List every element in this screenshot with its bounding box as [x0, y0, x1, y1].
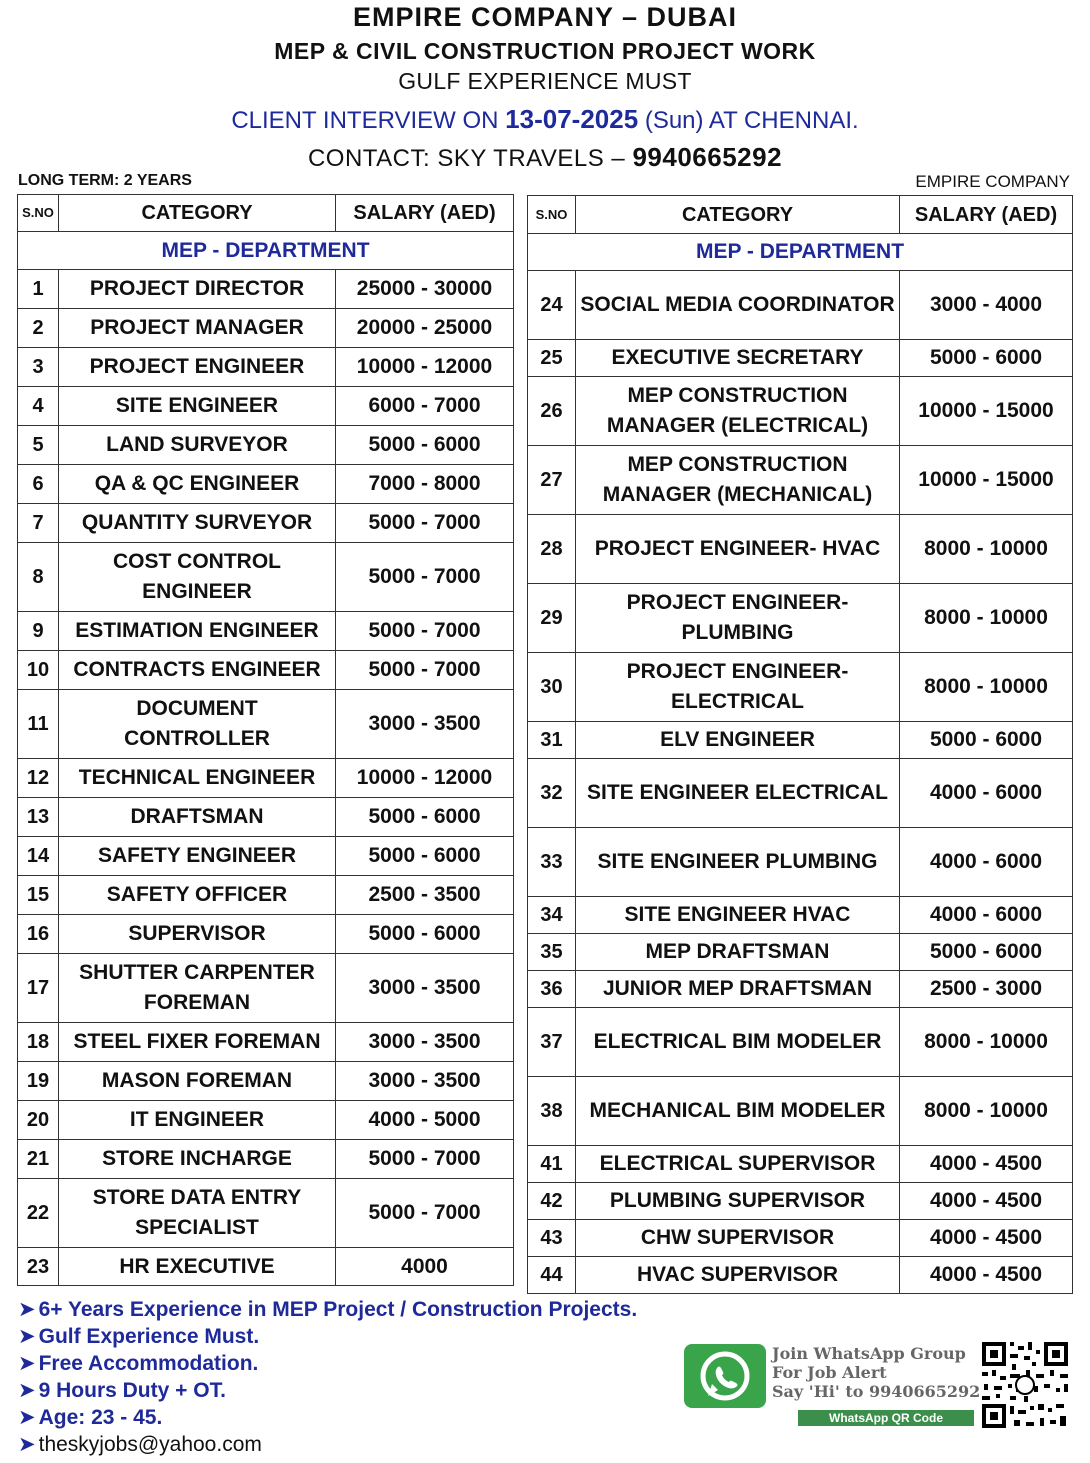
- department-label: MEP - DEPARTMENT: [18, 232, 514, 270]
- cell-sno: 7: [18, 504, 59, 543]
- whatsapp-line2: For Job Alert: [772, 1363, 887, 1382]
- cell-sno: 2: [18, 309, 59, 348]
- cell-category: EXECUTIVE SECRETARY: [576, 340, 900, 377]
- cell-sno: 35: [528, 934, 576, 971]
- arrow-icon: ➤: [18, 1298, 36, 1321]
- interview-date: 13-07-2025: [505, 104, 639, 134]
- cell-salary: 2500 - 3500: [336, 876, 514, 915]
- cell-category: PLUMBING SUPERVISOR: [576, 1183, 900, 1220]
- table-row: [528, 722, 1073, 759]
- long-term-label: LONG TERM: 2 YEARS: [18, 172, 192, 189]
- cell-sno: 10: [18, 651, 59, 690]
- table-row: [18, 465, 514, 504]
- cell-sno: 33: [528, 828, 576, 897]
- requirement-item: [18, 1377, 637, 1404]
- cell-salary: 4000 - 6000: [900, 828, 1073, 897]
- table-row: [18, 504, 514, 543]
- cell-salary: 10000 - 15000: [900, 377, 1073, 446]
- cell-salary: 8000 - 10000: [900, 515, 1073, 584]
- cell-sno: 42: [528, 1183, 576, 1220]
- table-row: [18, 954, 514, 1023]
- whatsapp-banner[interactable]: [684, 1344, 981, 1425]
- qr-code-label: WhatsApp QR Code: [798, 1410, 974, 1426]
- cell-category: ELECTRICAL BIM MODELER: [576, 1008, 900, 1077]
- cell-salary: 20000 - 25000: [336, 309, 514, 348]
- cell-sno: 11: [18, 690, 59, 759]
- cell-salary: 5000 - 7000: [336, 504, 514, 543]
- cell-category: CHW SUPERVISOR: [576, 1220, 900, 1257]
- cell-salary: 8000 - 10000: [900, 653, 1073, 722]
- arrow-icon: ➤: [18, 1325, 36, 1348]
- cell-category: QA & QC ENGINEER: [59, 465, 336, 504]
- contact-prefix: CONTACT: SKY TRAVELS –: [307, 145, 633, 172]
- table-row: [18, 798, 514, 837]
- table-row: [18, 1140, 514, 1179]
- arrow-icon: ➤: [18, 1406, 36, 1429]
- cell-category: MECHANICAL BIM MODELER: [576, 1077, 900, 1146]
- table-row: [18, 1023, 514, 1062]
- table-row: [528, 584, 1073, 653]
- table-row: [528, 897, 1073, 934]
- table-row: [18, 270, 514, 309]
- cell-salary: 10000 - 12000: [336, 348, 514, 387]
- contact-phone[interactable]: 9940665292: [632, 142, 783, 172]
- table-row: [18, 426, 514, 465]
- cell-sno: 24: [528, 271, 576, 340]
- table-row: [18, 1062, 514, 1101]
- cell-category: MASON FOREMAN: [59, 1062, 336, 1101]
- table-row: [18, 651, 514, 690]
- right-salary-table: [527, 195, 1073, 1294]
- whatsapp-line3: Say 'Hi' to 9940665292: [772, 1382, 981, 1401]
- cell-category: SITE ENGINEER ELECTRICAL: [576, 759, 900, 828]
- table-row: [528, 1183, 1073, 1220]
- cell-salary: 5000 - 6000: [900, 934, 1073, 971]
- cell-salary: 4000 - 4500: [900, 1183, 1073, 1220]
- cell-sno: 18: [18, 1023, 59, 1062]
- cell-salary: 4000 - 4500: [900, 1220, 1073, 1257]
- cell-sno: 26: [528, 377, 576, 446]
- table-row: [18, 309, 514, 348]
- cell-salary: 8000 - 10000: [900, 1077, 1073, 1146]
- cell-category: SITE ENGINEER PLUMBING: [576, 828, 900, 897]
- cell-sno: 32: [528, 759, 576, 828]
- cell-sno: 44: [528, 1257, 576, 1294]
- cell-category: SOCIAL MEDIA COORDINATOR: [576, 271, 900, 340]
- arrow-icon: ➤: [18, 1352, 36, 1375]
- contact-line: [0, 142, 1090, 173]
- requirements-list: [18, 1296, 637, 1458]
- cell-salary: 5000 - 7000: [336, 612, 514, 651]
- cell-category: PROJECT ENGINEER: [59, 348, 336, 387]
- cell-category: ELV ENGINEER: [576, 722, 900, 759]
- cell-sno: 20: [18, 1101, 59, 1140]
- cell-salary: 4000 - 5000: [336, 1101, 514, 1140]
- table-row: [18, 876, 514, 915]
- cell-sno: 1: [18, 270, 59, 309]
- table-row: [18, 759, 514, 798]
- cell-category: SITE ENGINEER: [59, 387, 336, 426]
- cell-sno: 12: [18, 759, 59, 798]
- requirement-text: Age: 23 - 45.: [38, 1406, 163, 1429]
- cell-category: COST CONTROL ENGINEER: [59, 543, 336, 612]
- table-row: [528, 377, 1073, 446]
- left-salary-table: [17, 194, 514, 1286]
- cell-category: HVAC SUPERVISOR: [576, 1257, 900, 1294]
- header-sno: S.NO: [18, 195, 59, 232]
- cell-sno: 43: [528, 1220, 576, 1257]
- cell-salary: 3000 - 3500: [336, 690, 514, 759]
- cell-category: IT ENGINEER: [59, 1101, 336, 1140]
- cell-salary: 8000 - 10000: [900, 584, 1073, 653]
- cell-category: DOCUMENT CONTROLLER: [59, 690, 336, 759]
- cell-salary: 5000 - 6000: [336, 837, 514, 876]
- cell-category: SUPERVISOR: [59, 915, 336, 954]
- table-row: [528, 934, 1073, 971]
- cell-sno: 29: [528, 584, 576, 653]
- cell-category: MEP DRAFTSMAN: [576, 934, 900, 971]
- cell-sno: 41: [528, 1146, 576, 1183]
- cell-category: JUNIOR MEP DRAFTSMAN: [576, 971, 900, 1008]
- interview-line: [0, 104, 1090, 135]
- requirement-text: Gulf Experience Must.: [38, 1325, 260, 1348]
- cell-salary: 6000 - 7000: [336, 387, 514, 426]
- table-row: [528, 1008, 1073, 1077]
- cell-salary: 8000 - 10000: [900, 1008, 1073, 1077]
- cell-category: STORE INCHARGE: [59, 1140, 336, 1179]
- header-salary: SALARY (AED): [336, 195, 514, 232]
- page-title: EMPIRE COMPANY – DUBAI: [352, 2, 738, 32]
- table-row: [18, 348, 514, 387]
- header-salary: SALARY (AED): [900, 196, 1073, 234]
- cell-salary: 5000 - 6000: [336, 426, 514, 465]
- cell-salary: 4000 - 6000: [900, 897, 1073, 934]
- cell-salary: 10000 - 12000: [336, 759, 514, 798]
- table-row: [18, 1248, 514, 1286]
- cell-salary: 5000 - 7000: [336, 1179, 514, 1248]
- cell-salary: 7000 - 8000: [336, 465, 514, 504]
- header-sno: S.NO: [528, 196, 576, 234]
- header-category: CATEGORY: [576, 196, 900, 234]
- cell-sno: 14: [18, 837, 59, 876]
- cell-sno: 3: [18, 348, 59, 387]
- cell-sno: 36: [528, 971, 576, 1008]
- cell-salary: 3000 - 3500: [336, 1023, 514, 1062]
- interview-suffix: (Sun) AT CHENNAI.: [638, 107, 859, 134]
- cell-sno: 5: [18, 426, 59, 465]
- header-category: CATEGORY: [59, 195, 336, 232]
- department-label: MEP - DEPARTMENT: [528, 234, 1073, 271]
- table-row: [18, 387, 514, 426]
- cell-salary: 5000 - 7000: [336, 1140, 514, 1179]
- arrow-icon: ➤: [18, 1433, 36, 1456]
- cell-category: STORE DATA ENTRY SPECIALIST: [59, 1179, 336, 1248]
- table-row: [18, 1179, 514, 1248]
- requirement-text: 9 Hours Duty + OT.: [38, 1379, 226, 1402]
- cell-salary: 4000 - 4500: [900, 1257, 1073, 1294]
- cell-sno: 23: [18, 1248, 59, 1286]
- qr-code-icon[interactable]: [980, 1340, 1070, 1430]
- cell-sno: 27: [528, 446, 576, 515]
- cell-category: PROJECT MANAGER: [59, 309, 336, 348]
- cell-category: STEEL FIXER FOREMAN: [59, 1023, 336, 1062]
- cell-sno: 21: [18, 1140, 59, 1179]
- table-row: [528, 1257, 1073, 1294]
- table-row: [528, 653, 1073, 722]
- cell-category: PROJECT ENGINEER-PLUMBING: [576, 584, 900, 653]
- table-row: [528, 1146, 1073, 1183]
- cell-sno: 9: [18, 612, 59, 651]
- arrow-icon: ➤: [18, 1379, 36, 1402]
- cell-sno: 31: [528, 722, 576, 759]
- table-row: [18, 837, 514, 876]
- requirement-item: [18, 1404, 637, 1431]
- requirement-line: GULF EXPERIENCE MUST: [398, 68, 692, 94]
- table-header-row: [528, 196, 1073, 234]
- table-row: [528, 759, 1073, 828]
- cell-salary: 5000 - 6000: [900, 722, 1073, 759]
- cell-category: SHUTTER CARPENTER FOREMAN: [59, 954, 336, 1023]
- table-row: [18, 690, 514, 759]
- cell-sno: 38: [528, 1077, 576, 1146]
- cell-category: PROJECT ENGINEER- ELECTRICAL: [576, 653, 900, 722]
- cell-sno: 16: [18, 915, 59, 954]
- cell-salary: 10000 - 15000: [900, 446, 1073, 515]
- cell-salary: 25000 - 30000: [336, 270, 514, 309]
- requirement-item: [18, 1350, 637, 1377]
- table-header-row: [18, 195, 514, 232]
- table-row: [528, 271, 1073, 340]
- cell-sno: 30: [528, 653, 576, 722]
- cell-sno: 6: [18, 465, 59, 504]
- department-row: [528, 234, 1073, 271]
- cell-category: LAND SURVEYOR: [59, 426, 336, 465]
- requirement-item: [18, 1323, 637, 1350]
- cell-sno: 37: [528, 1008, 576, 1077]
- cell-salary: 5000 - 6000: [336, 915, 514, 954]
- cell-sno: 22: [18, 1179, 59, 1248]
- email-link[interactable]: theskyjobs@yahoo.com: [38, 1433, 262, 1456]
- cell-salary: 4000: [336, 1248, 514, 1286]
- whatsapp-line1: Join WhatsApp Group: [772, 1344, 966, 1363]
- cell-sno: 8: [18, 543, 59, 612]
- cell-category: TECHNICAL ENGINEER: [59, 759, 336, 798]
- cell-sno: 17: [18, 954, 59, 1023]
- company-tag: EMPIRE COMPANY: [915, 172, 1070, 191]
- table-row: [18, 1101, 514, 1140]
- cell-sno: 28: [528, 515, 576, 584]
- cell-salary: 3000 - 4000: [900, 271, 1073, 340]
- table-row: [528, 446, 1073, 515]
- cell-category: QUANTITY SURVEYOR: [59, 504, 336, 543]
- cell-category: ESTIMATION ENGINEER: [59, 612, 336, 651]
- table-row: [18, 612, 514, 651]
- cell-category: DRAFTSMAN: [59, 798, 336, 837]
- cell-salary: 4000 - 4500: [900, 1146, 1073, 1183]
- cell-salary: 5000 - 6000: [900, 340, 1073, 377]
- cell-category: SAFETY ENGINEER: [59, 837, 336, 876]
- requirement-item: [18, 1296, 637, 1323]
- cell-salary: 5000 - 7000: [336, 543, 514, 612]
- cell-salary: 4000 - 6000: [900, 759, 1073, 828]
- cell-sno: 19: [18, 1062, 59, 1101]
- email-item: [18, 1431, 637, 1458]
- table-row: [528, 971, 1073, 1008]
- cell-category: MEP CONSTRUCTION MANAGER (ELECTRICAL): [576, 377, 900, 446]
- table-row: [528, 340, 1073, 377]
- department-row: [18, 232, 514, 270]
- cell-category: CONTRACTS ENGINEER: [59, 651, 336, 690]
- table-row: [528, 1220, 1073, 1257]
- cell-category: PROJECT ENGINEER- HVAC: [576, 515, 900, 584]
- cell-sno: 13: [18, 798, 59, 837]
- cell-sno: 25: [528, 340, 576, 377]
- table-row: [528, 515, 1073, 584]
- cell-sno: 15: [18, 876, 59, 915]
- cell-category: PROJECT DIRECTOR: [59, 270, 336, 309]
- table-row: [528, 1077, 1073, 1146]
- cell-salary: 3000 - 3500: [336, 1062, 514, 1101]
- whatsapp-logo-icon: [684, 1344, 766, 1408]
- interview-prefix: CLIENT INTERVIEW ON: [231, 107, 506, 134]
- cell-category: SITE ENGINEER HVAC: [576, 897, 900, 934]
- cell-sno: 4: [18, 387, 59, 426]
- table-row: [18, 543, 514, 612]
- table-row: [528, 828, 1073, 897]
- cell-salary: 3000 - 3500: [336, 954, 514, 1023]
- cell-category: HR EXECUTIVE: [59, 1248, 336, 1286]
- requirement-text: 6+ Years Experience in MEP Project / Construction Projects.: [38, 1298, 638, 1321]
- cell-salary: 5000 - 7000: [336, 651, 514, 690]
- cell-category: SAFETY OFFICER: [59, 876, 336, 915]
- cell-salary: 5000 - 6000: [336, 798, 514, 837]
- table-row: [18, 915, 514, 954]
- cell-salary: 2500 - 3000: [900, 971, 1073, 1008]
- cell-category: ELECTRICAL SUPERVISOR: [576, 1146, 900, 1183]
- cell-category: MEP CONSTRUCTION MANAGER (MECHANICAL): [576, 446, 900, 515]
- whatsapp-text: [772, 1344, 980, 1401]
- cell-sno: 34: [528, 897, 576, 934]
- requirement-text: Free Accommodation.: [38, 1352, 259, 1375]
- page-subtitle: MEP & CIVIL CONSTRUCTION PROJECT WORK: [274, 38, 816, 64]
